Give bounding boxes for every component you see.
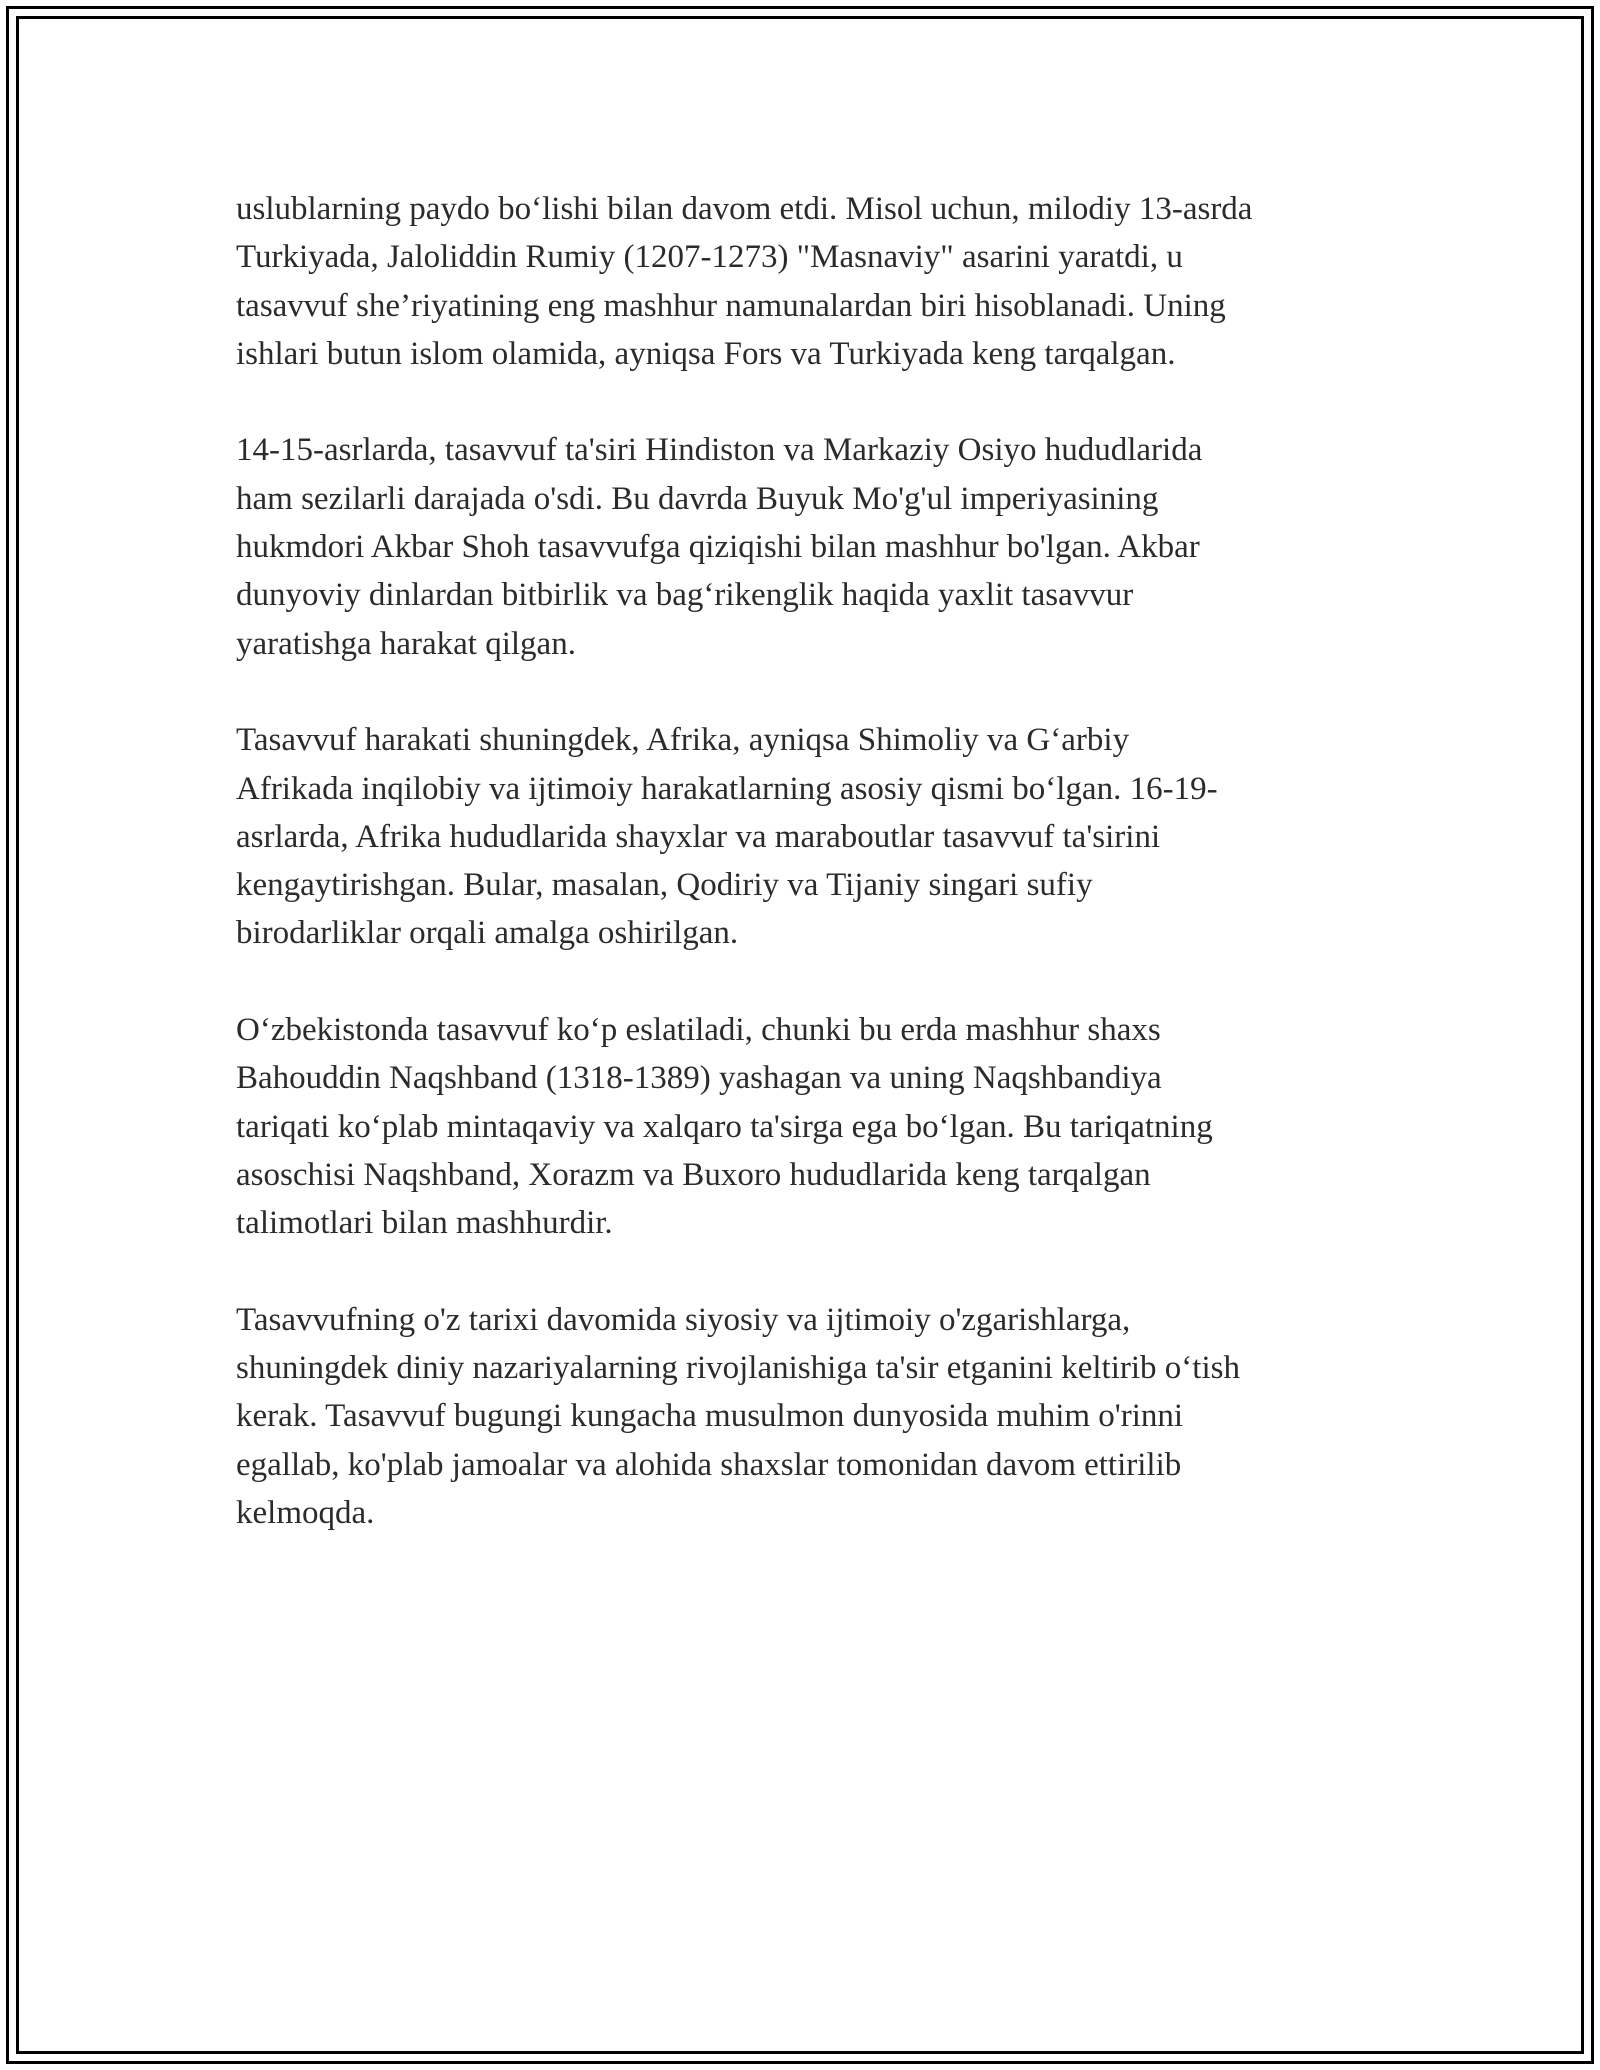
text-line: Tasavvuf harakati shuningdek, Afrika, ayniqsa Shimoliy va G‘arbiy	[236, 722, 1130, 759]
text-line: uslublarning paydo bo‘lishi bilan davom etdi. Misol uchun, milodiy 13-asrda	[236, 191, 1253, 227]
text-line: yaratishga harakat qilgan.	[236, 625, 576, 662]
text-line: ishlari butun islom olamida, ayniqsa Fors va Turkiyada keng tarqalgan.	[236, 335, 1176, 372]
text-line: Tasavvufning o'z tarixi davomida siyosiy va ijtimoiy o'zgarishlarga,	[236, 1301, 1131, 1338]
text-line: Turkiyada, Jaloliddin Rumiy (1207-1273) "Masnaviy" asarini yaratdi, u	[236, 239, 1183, 276]
text-line: egallab, ko'plab jamoalar va alohida shaxslar tomonidan davom ettirilib	[236, 1446, 1182, 1483]
paragraph-india-central-asia	[236, 426, 1386, 667]
text-line: 14-15-asrlarda, tasavvuf ta'siri Hindiston va Markaziy Osiyo hududlarida	[236, 432, 1203, 469]
text-line: asoschisi Naqshband, Xorazm va Buxoro hududlarida keng tarqalgan	[236, 1156, 1151, 1193]
text-line: tariqati ko‘plab mintaqaviy va xalqaro ta'sirga ega bo‘lgan. Bu tariqatning	[236, 1108, 1213, 1145]
text-line: Bahouddin Naqshband (1318-1389) yashagan va uning Naqshbandiya	[236, 1060, 1162, 1097]
paragraph-uzbekistan	[236, 1006, 1386, 1247]
text-line: kerak. Tasavvuf bugungi kungacha musulmon dunyosida muhim o'rinni	[236, 1398, 1184, 1435]
text-line: kengaytirishgan. Bular, masalan, Qodiriy va Tijaniy singari sufiy	[236, 867, 1093, 904]
paragraph-africa	[236, 716, 1386, 957]
text-line: birodarliklar orqali amalga oshirilgan.	[236, 915, 739, 952]
text-line: hukmdori Akbar Shoh tasavvufga qiziqishi bilan mashhur bo'lgan. Akbar	[236, 529, 1200, 566]
paragraph-rumiy	[236, 185, 1386, 378]
paragraph-conclusion	[236, 1296, 1386, 1537]
text-line: O‘zbekistonda tasavvuf ko‘p eslatiladi, chunki bu erda mashhur shaxs	[236, 1012, 1161, 1049]
text-line: shuningdek diniy nazariyalarning rivojlanishiga ta'sir etganini keltirib o‘tish	[236, 1350, 1240, 1387]
text-line: Afrikada inqilobiy va ijtimoiy harakatlarning asosiy qismi bo‘lgan. 16-19-	[236, 770, 1218, 807]
document-body	[236, 185, 1386, 1586]
text-line: kelmoqda.	[236, 1495, 375, 1532]
text-line: talimotlari bilan mashhurdir.	[236, 1205, 613, 1242]
text-line: ham sezilarli darajada o'sdi. Bu davrda Buyuk Mo'g'ul imperiyasining	[236, 480, 1159, 517]
text-line: tasavvuf she’riyatining eng mashhur namunalardan biri hisoblanadi. Uning	[236, 287, 1226, 324]
text-line: asrlarda, Afrika hududlarida shayxlar va maraboutlar tasavvuf ta'sirini	[236, 818, 1161, 855]
text-line: dunyoviy dinlardan bitbirlik va bag‘rikenglik haqida yaxlit tasavvur	[236, 577, 1134, 614]
